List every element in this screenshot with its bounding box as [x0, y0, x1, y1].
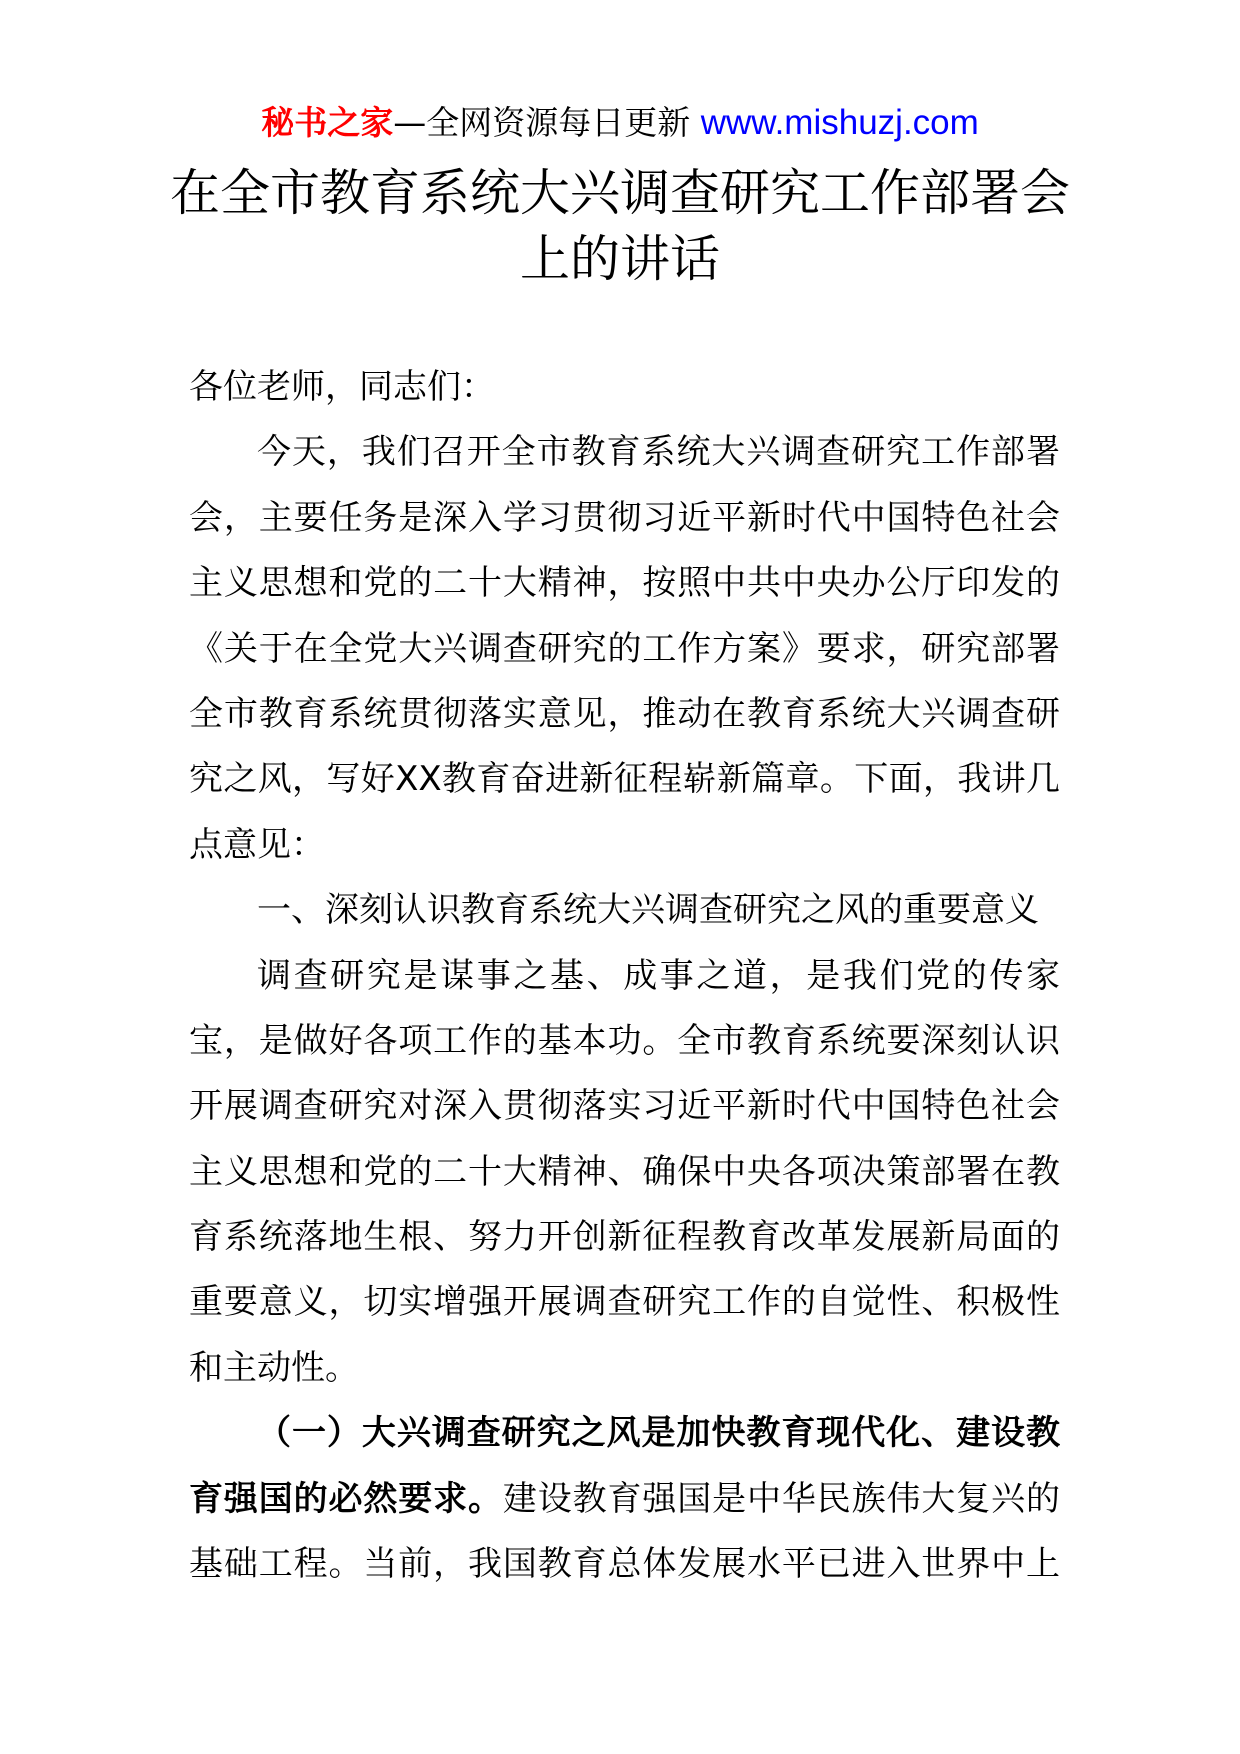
subheading-line	[189, 1401, 1060, 1466]
paragraph-line: 今天，我们召开全市教育系统大兴调查研究工作部署	[257, 432, 1060, 473]
title-line: 在全市教育系统大兴调查研究工作部署会	[170, 164, 1070, 222]
site-banner	[0, 100, 1240, 146]
paragraph-line: 全市教育系统贯彻落实意见，推动在教育系统大兴调查研	[189, 693, 1060, 734]
site-url-link[interactable]: www.mishuzj.com	[700, 103, 979, 142]
paragraph-line: 会，主要任务是深入学习贯彻习近平新时代中国特色社会	[189, 497, 1060, 538]
section-heading: 一、深刻认识教育系统大兴调查研究之风的重要意义	[257, 890, 1039, 931]
paragraph-line	[189, 1467, 1060, 1532]
paragraph-line: 育系统落地生根、努力开创新征程教育改革发展新局面的	[189, 1217, 1060, 1258]
paragraph-line: 和主动性。	[189, 1347, 359, 1388]
document-title	[0, 160, 1240, 292]
paragraph-line: 基础工程。当前，我国教育总体发展水平已进入世界中上	[189, 1544, 1060, 1585]
brand-name: 秘书之家	[261, 103, 394, 142]
greeting: 各位老师，同志们：	[189, 367, 495, 407]
paragraph-line: 宝，是做好各项工作的基本功。全市教育系统要深刻认识	[189, 1020, 1060, 1061]
document-body	[189, 355, 1060, 1597]
paragraph-line: 重要意义，切实增强开展调查研究工作的自觉性、积极性	[189, 1282, 1060, 1323]
paragraph-line: 主义思想和党的二十大精神、确保中央各项决策部署在教	[189, 1151, 1060, 1192]
subheading-text: 育强国的必然要求。	[189, 1478, 503, 1519]
paragraph-line: 究之风，写好XX教育奋进新征程崭新篇章。下面，我讲几	[189, 759, 1060, 800]
paragraph-text: 建设教育强国是中华民族伟大复兴的	[502, 1478, 1060, 1519]
paragraph-line: 点意见：	[189, 824, 325, 865]
paragraph-line: 调查研究是谋事之基、成事之道，是我们党的传家	[257, 955, 1060, 996]
subheading-text: （一）大兴调查研究之风是加快教育现代化、建设教	[257, 1413, 1060, 1454]
paragraph-line: 开展调查研究对深入贯彻落实习近平新时代中国特色社会	[189, 1086, 1060, 1127]
title-line: 上的讲话	[520, 230, 720, 288]
slogan: —全网资源每日更新	[393, 103, 691, 142]
paragraph-line: 主义思想和党的二十大精神，按照中共中央办公厅印发的	[189, 563, 1060, 604]
paragraph-line: 《关于在全党大兴调查研究的工作方案》要求，研究部署	[189, 628, 1060, 669]
